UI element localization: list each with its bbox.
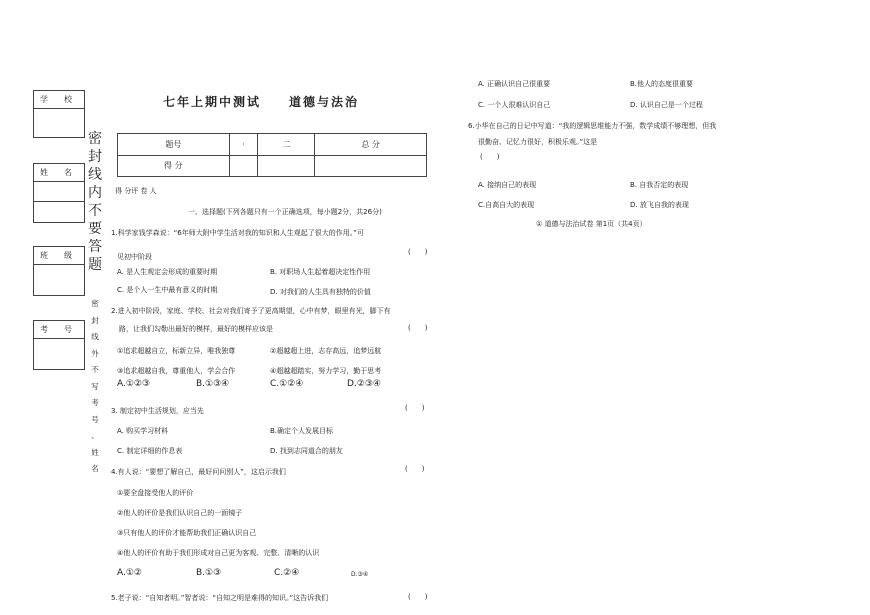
q5-option-b: B.他人的态度很重要 <box>630 80 694 88</box>
score-cell-part1[interactable] <box>229 155 258 177</box>
exam-title: 七年上期中测试 道德与法治 <box>163 95 360 109</box>
q4-statement-3: ③只有他人的评价才能帮助我们正确认识自己 <box>117 529 257 537</box>
q4-option-a: A.①② <box>117 568 142 578</box>
q3-option-a: A. 购买学习材料 <box>117 427 169 435</box>
score-header-question: 题号 <box>118 134 230 156</box>
q6-option-d: D. 放飞自我的表现 <box>630 201 689 209</box>
q3-option-d: D. 找到志同道合的朋友 <box>270 447 343 455</box>
score-header-part2: 二 <box>258 134 315 156</box>
q1-stem: 1.科学家钱学森说：“6年师大附中学生活对我的知识和人生观起了很大的作用。”可 <box>111 229 364 237</box>
q2-option-d: D.②③④ <box>347 379 381 389</box>
exam-no-field[interactable] <box>34 339 84 369</box>
q5-answer-paren[interactable]: ( ) <box>408 593 428 601</box>
q2-statement-2: ②超越超上进，志存高远，追梦远航 <box>270 347 382 355</box>
school-box <box>33 90 85 138</box>
score-header-total: 总 分 <box>315 134 427 156</box>
name-field-1[interactable] <box>34 182 84 202</box>
q3-option-c: C. 制定详细的作息表 <box>117 447 183 455</box>
q5-option-c: C. 一个人很难认识自己 <box>478 101 551 109</box>
q3-answer-paren[interactable]: ( ) <box>405 404 425 412</box>
score-row-label: 得 分 <box>118 155 230 177</box>
q4-option-c: C.②④ <box>274 568 300 578</box>
q2-stem: 2.进入初中阶段，家庭、学校、社会对我们寄予了更高期望，心中有梦，眼里有光，脚下有 <box>111 307 391 315</box>
q6-option-b: B. 自我否定的表现 <box>630 181 689 189</box>
seal-line-warning: 密 封 线 内 不 要 答 题 <box>88 131 102 273</box>
q6-option-a: A. 接纳自己的表现 <box>478 181 537 189</box>
page-footer: ① 道德与法治试卷 第1页（共4页） <box>536 220 647 228</box>
q1-option-a: A. 是人生观定会形成的重要时期 <box>117 268 218 276</box>
q4-option-d: D.③④ <box>351 571 369 578</box>
exam-no-box <box>33 320 85 370</box>
q2-answer-paren[interactable]: ( ) <box>408 324 428 332</box>
q2-statement-1: ①追求超越自立，标新立异，唯我独尊 <box>117 347 236 355</box>
q2-option-c: C.①②④ <box>270 379 304 389</box>
school-field[interactable] <box>34 109 84 137</box>
q5-option-d: D. 认识自己是一个过程 <box>630 101 703 109</box>
q4-statement-4: ④他人的评价有助于我们形成对自己更为客观、完整、清晰的认识 <box>117 549 320 557</box>
score-header-part1: · <box>229 134 258 156</box>
q4-stem: 4.有人说：“要想了解自己，最好问问别人”，这启示我们 <box>111 468 286 476</box>
section-heading: 一、选择题(下列各题只有一个正确选项，每小题2分，共26分) <box>188 208 382 216</box>
q2-option-b: B.①③④ <box>196 379 230 389</box>
q5-stem: 5.老子说：“自知者明。”智者说：“自知之明是难得的知识。”这告诉我们 <box>111 594 329 602</box>
exam-no-label: 考 号 <box>34 321 84 339</box>
q2-statement-4: ④超越超踏实，努力学习，勤于思考 <box>270 367 382 375</box>
school-label: 学 校 <box>34 91 84 109</box>
q1-answer-paren[interactable]: ( ) <box>408 248 428 256</box>
q4-statement-1: ①要全盘接受他人的评价 <box>117 489 194 497</box>
q1-stem-cont: 见初中阶段 <box>117 253 152 261</box>
q6-stem: 6.小华在自己的日记中写道：“我的逻辑思维能力不强，数学成绩不够理想，但我 <box>468 122 717 130</box>
seal-line-note: 密 封 线 外 不 写 考 号 、 姓 名 <box>91 299 99 473</box>
class-label: 班 级 <box>34 247 84 265</box>
name-field-2[interactable] <box>34 202 84 222</box>
q6-answer-paren[interactable]: ( ) <box>480 153 500 161</box>
name-label: 姓 名 <box>34 164 84 182</box>
q3-option-b: B.确定个人发展目标 <box>270 427 334 435</box>
score-table-score-row <box>118 155 427 177</box>
q6-option-c: C.自高自大的表现 <box>478 201 535 209</box>
class-box <box>33 246 85 296</box>
q1-option-d: D. 对我们的人生具有独特的价值 <box>270 288 371 296</box>
q5-option-a: A. 正确认识自己很重要 <box>478 80 551 88</box>
q3-stem: 3. 制定初中生活规划，应当先 <box>111 407 204 415</box>
score-cell-total[interactable] <box>315 155 427 177</box>
q4-answer-paren[interactable]: ( ) <box>405 465 425 473</box>
grader-label: 得 分评 卷 人 <box>115 187 157 195</box>
q6-stem-cont: 很勤奋、记忆力很好，积极乐观。”这是 <box>478 138 598 146</box>
q4-statement-2: ②他人的评价是我们认识自己的一面镜子 <box>117 509 243 517</box>
q2-option-a: A.①②③ <box>117 379 151 389</box>
q2-statement-3: ③追求超越自我，尊重他人，学会合作 <box>117 367 236 375</box>
score-cell-part2[interactable] <box>258 155 315 177</box>
q1-option-c: C. 是个人一生中最有意义的时期 <box>117 286 218 294</box>
score-table <box>117 133 427 177</box>
q4-option-b: B.①③ <box>196 568 222 578</box>
name-box <box>33 163 85 223</box>
class-field[interactable] <box>34 265 84 295</box>
q2-stem-cont: 路，让我们勾勒出最好的模样，最好的模样应该是 <box>119 325 273 333</box>
q1-option-b: B. 对职场人生起着超决定性作用 <box>270 268 371 276</box>
score-table-header-row <box>118 134 427 156</box>
